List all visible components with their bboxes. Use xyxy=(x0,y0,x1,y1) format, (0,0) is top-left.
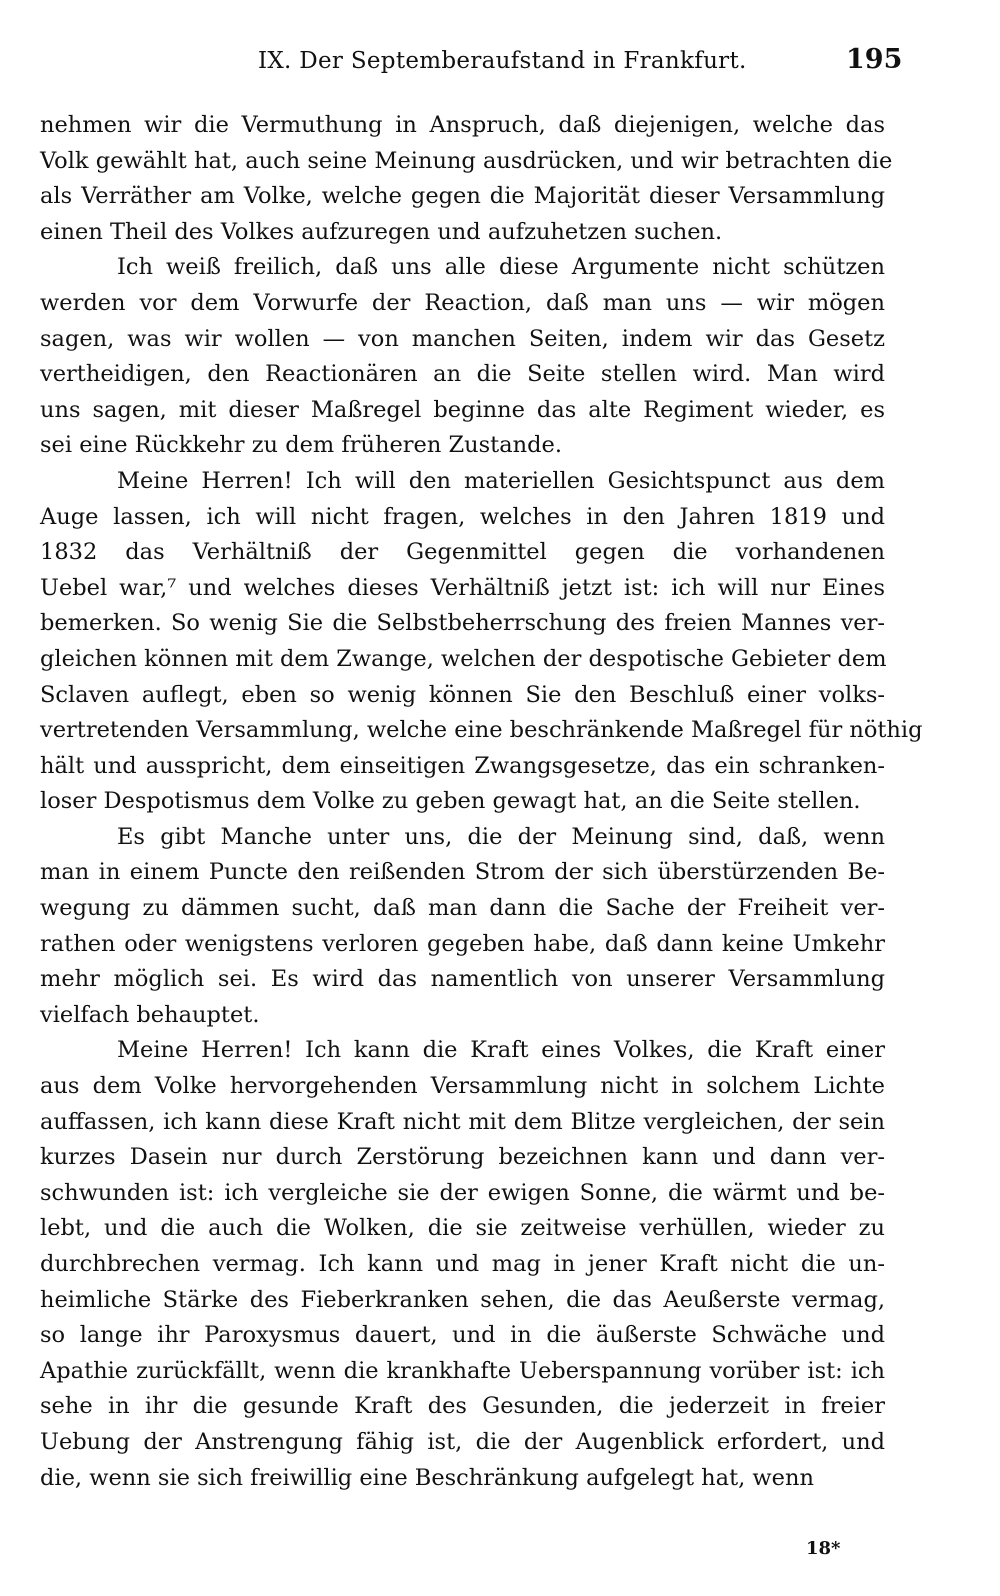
text-line: die, wenn sie sich freiwillig eine Beschränkung aufgelegt hat, wenn xyxy=(40,1464,814,1491)
text-line: auffassen, ich kann diese Kraft nicht mit dem Blitze vergleichen, der sein xyxy=(40,1108,885,1135)
text-line: Meine Herren! Ich will den materiellen Gesichtspunct aus dem xyxy=(117,467,885,494)
text-line: aus dem Volke hervorgehenden Versammlung nicht in solchem Lichte xyxy=(40,1073,885,1100)
running-head: IX. Der Septemberaufstand in Frankfurt. xyxy=(258,48,747,74)
text-line: als Verräther am Volke, welche gegen die Majorität dieser Versammlung xyxy=(40,183,885,210)
paragraph xyxy=(40,464,923,820)
text-line: sagen, was wir wollen — von manchen Seiten, indem wir das Gesetz xyxy=(40,325,885,352)
text-line: bemerken. So wenig Sie die Selbstbeherrschung des freien Mannes ver- xyxy=(40,610,885,637)
text-line: Ich weiß freilich, daß uns alle diese Argumente nicht schützen xyxy=(117,254,885,281)
text-line: gleichen können mit dem Zwange, welchen der despotische Gebieter dem xyxy=(40,645,887,672)
text-line: durchbrechen vermag. Ich kann und mag in jener Kraft nicht die un- xyxy=(40,1251,885,1277)
text-line: einen Theil des Volkes aufzuregen und aufzuhetzen suchen. xyxy=(40,218,723,245)
text-line: schwunden ist: ich vergleiche sie der ewigen Sonne, die wärmt und be- xyxy=(40,1179,885,1206)
text-line: werden vor dem Vorwurfe der Reaction, daß man uns — wir mögen xyxy=(40,289,885,316)
page-number: 195 xyxy=(846,44,903,75)
text-line: hält und ausspricht, dem einseitigen Zwangsgesetze, das ein schranken- xyxy=(40,752,885,779)
text-line: Uebung der Anstrengung fähig ist, die der Augenblick erfordert, und xyxy=(40,1428,885,1455)
text-line: mehr möglich sei. Es wird das namentlich von unserer Versammlung xyxy=(40,966,885,993)
text-line: lebt, und die auch die Wolken, die sie zeitweise verhüllen, wieder zu xyxy=(40,1215,885,1242)
text-line: nehmen wir die Vermuthung in Anspruch, daß diejenigen, welche das xyxy=(40,112,885,138)
signature-mark: 18* xyxy=(806,1538,841,1559)
text-line: vertretenden Versammlung, welche eine beschränkende Maßregel für nöthig xyxy=(40,717,923,744)
text-line: kurzes Dasein nur durch Zerstörung bezeichnen kann und dann ver- xyxy=(40,1144,885,1171)
body-text xyxy=(40,108,923,1496)
text-line: 1832 das Verhältniß der Gegenmittel gegen die vorhandenen xyxy=(40,539,885,566)
text-line: sei eine Rückkehr zu dem früheren Zustande. xyxy=(40,432,562,459)
text-line: Auge lassen, ich will nicht fragen, welches in den Jahren 1819 und xyxy=(40,503,885,530)
text-line: Volk gewählt hat, auch seine Meinung ausdrücken, und wir betrachten die xyxy=(40,147,893,174)
text-line: Apathie zurückfällt, wenn die krankhafte Ueberspannung vorüber ist: ich xyxy=(40,1357,885,1384)
text-line: rathen oder wenigstens verloren gegeben habe, daß dann keine Umkehr xyxy=(40,930,885,957)
paragraph xyxy=(40,1033,885,1496)
text-line: heimliche Stärke des Fieberkranken sehen, die das Aeußerste vermag, xyxy=(40,1286,885,1313)
paragraph xyxy=(40,820,885,1034)
paragraph xyxy=(40,108,893,250)
text-line: Es gibt Manche unter uns, die der Meinung sind, daß, wenn xyxy=(117,823,885,850)
text-line: vielfach behauptet. xyxy=(40,1001,260,1028)
text-line: loser Despotismus dem Volke zu geben gewagt hat, an die Seite stellen. xyxy=(40,788,861,815)
page-header xyxy=(40,38,903,88)
text-line: vertheidigen, den Reactionären an die Seite stellen wird. Man wird xyxy=(40,361,885,388)
text-line: so lange ihr Paroxysmus dauert, und in die äußerste Schwäche und xyxy=(40,1322,885,1349)
text-line: sehe in ihr die gesunde Kraft des Gesunden, die jederzeit in freier xyxy=(40,1393,885,1420)
text-line: wegung zu dämmen sucht, daß man dann die Sache der Freiheit ver- xyxy=(40,895,885,922)
text-line: Sclaven auflegt, eben so wenig können Sie den Beschluß einer volks- xyxy=(40,681,885,708)
text-line: uns sagen, mit dieser Maßregel beginne das alte Regiment wieder, es xyxy=(40,396,885,423)
text-line: man in einem Puncte den reißenden Strom der sich überstürzenden Be- xyxy=(40,859,885,886)
text-line: Meine Herren! Ich kann die Kraft eines Volkes, die Kraft einer xyxy=(117,1037,885,1064)
paragraph xyxy=(40,250,885,464)
text-line: Uebel war,⁷ und welches dieses Verhältniß jetzt ist: ich will nur Eines xyxy=(40,574,885,601)
